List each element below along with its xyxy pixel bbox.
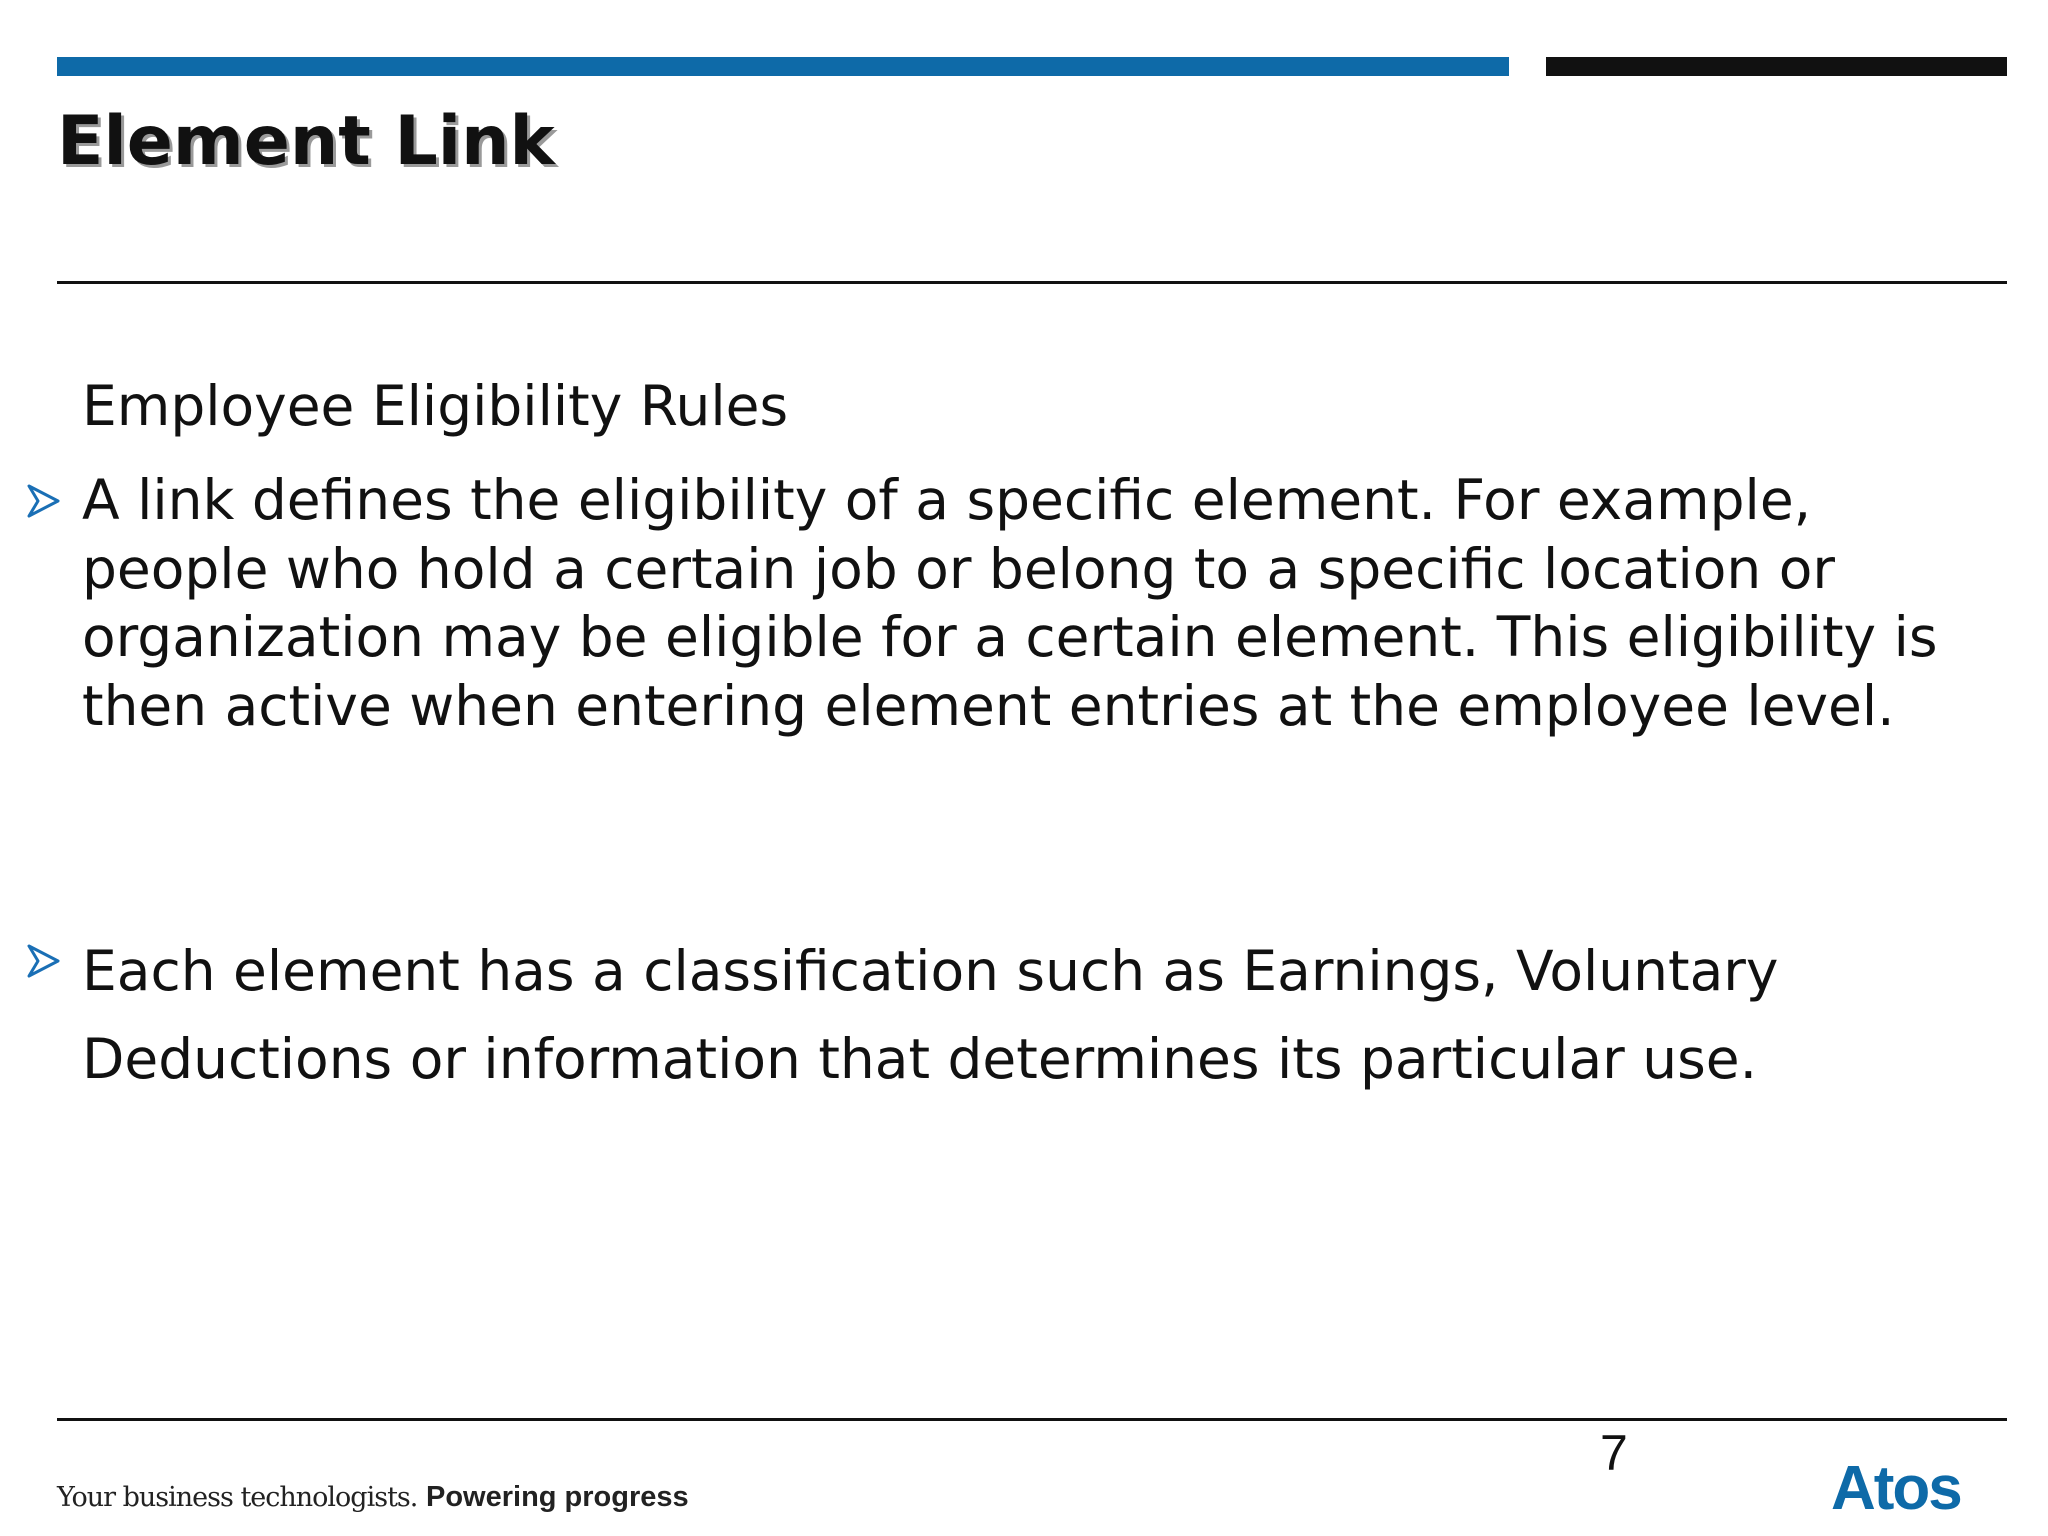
logo-text: Atos bbox=[1831, 1455, 1961, 1517]
page-number: 7 bbox=[1600, 1425, 1628, 1481]
arrow-bullet-icon bbox=[25, 483, 61, 519]
tagline-emphasis: Powering progress bbox=[425, 1481, 689, 1513]
atos-logo bbox=[1831, 1455, 2011, 1517]
bullet-item: Each element has a classification such as Earnings, Voluntary Deductions or information that determines its particular use. bbox=[82, 939, 1779, 1091]
footer-tagline bbox=[57, 1480, 689, 1515]
tagline-text: Your business technologists. bbox=[57, 1482, 418, 1513]
header-accent-bar-black bbox=[1546, 57, 2007, 76]
bullet-item: A link defines the eligibility of a specific element. For example, people who hold a certain job or belong to a specific location or organization may be eligible for a certain element. This eligibility is then active when entering element entries at the employee level. bbox=[82, 468, 1938, 738]
header-accent-bar-blue bbox=[57, 57, 1509, 76]
slide-subtitle: Employee Eligibility Rules bbox=[82, 374, 789, 438]
arrow-bullet-icon bbox=[25, 943, 61, 979]
slide-title: Element Link bbox=[57, 102, 555, 181]
footer-divider bbox=[57, 1418, 2007, 1421]
title-divider bbox=[57, 281, 2007, 284]
